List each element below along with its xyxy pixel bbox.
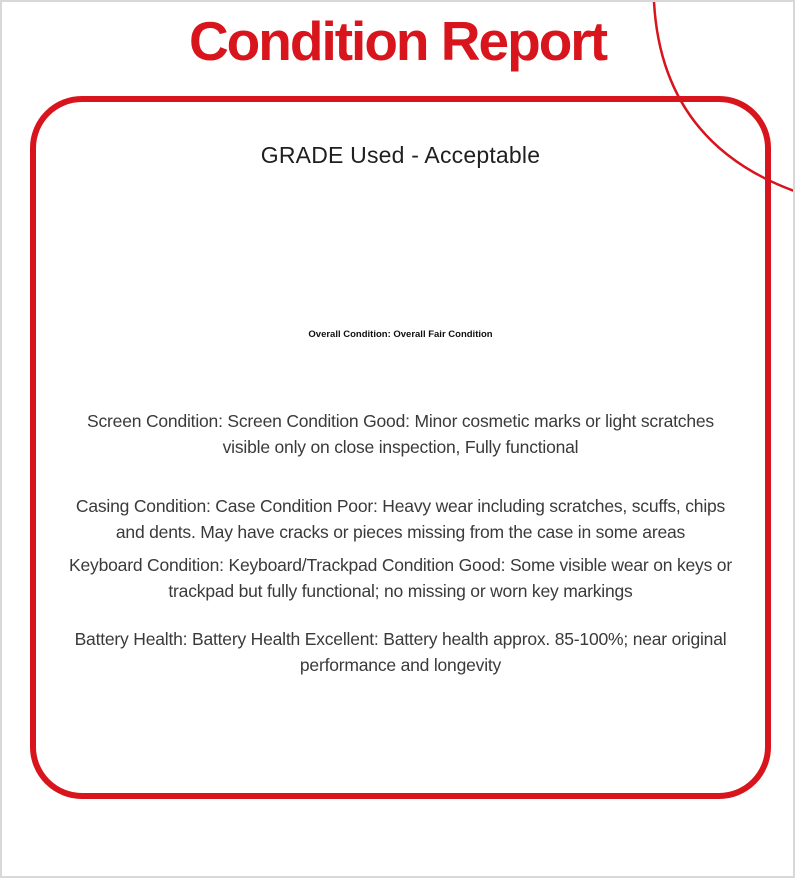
page-title: Condition Report xyxy=(188,10,607,72)
battery-health-text: Battery Health: Battery Health Excellent: Battery health approx. 85-100%; near original performance and longevity xyxy=(74,629,727,675)
keyboard-condition-text: Keyboard Condition: Keyboard/Trackpad Condition Good: Some visible wear on keys or trackpad but fully functional; no missing or worn key markings xyxy=(69,555,732,601)
report-border-box xyxy=(30,96,771,799)
screen-condition-text: Screen Condition: Screen Condition Good: Minor cosmetic marks or light scratches visible only on close inspection, Fully functional xyxy=(87,411,714,457)
grade-heading: GRADE Used - Acceptable xyxy=(260,142,541,168)
condition-sections xyxy=(66,408,735,678)
casing-condition-text: Casing Condition: Case Condition Poor: Heavy wear including scratches, scuffs, chips and dents. May have cracks or pieces missing from the case in some areas xyxy=(75,496,726,542)
overall-condition-text: Overall Condition: Overall Fair Condition xyxy=(308,329,493,340)
